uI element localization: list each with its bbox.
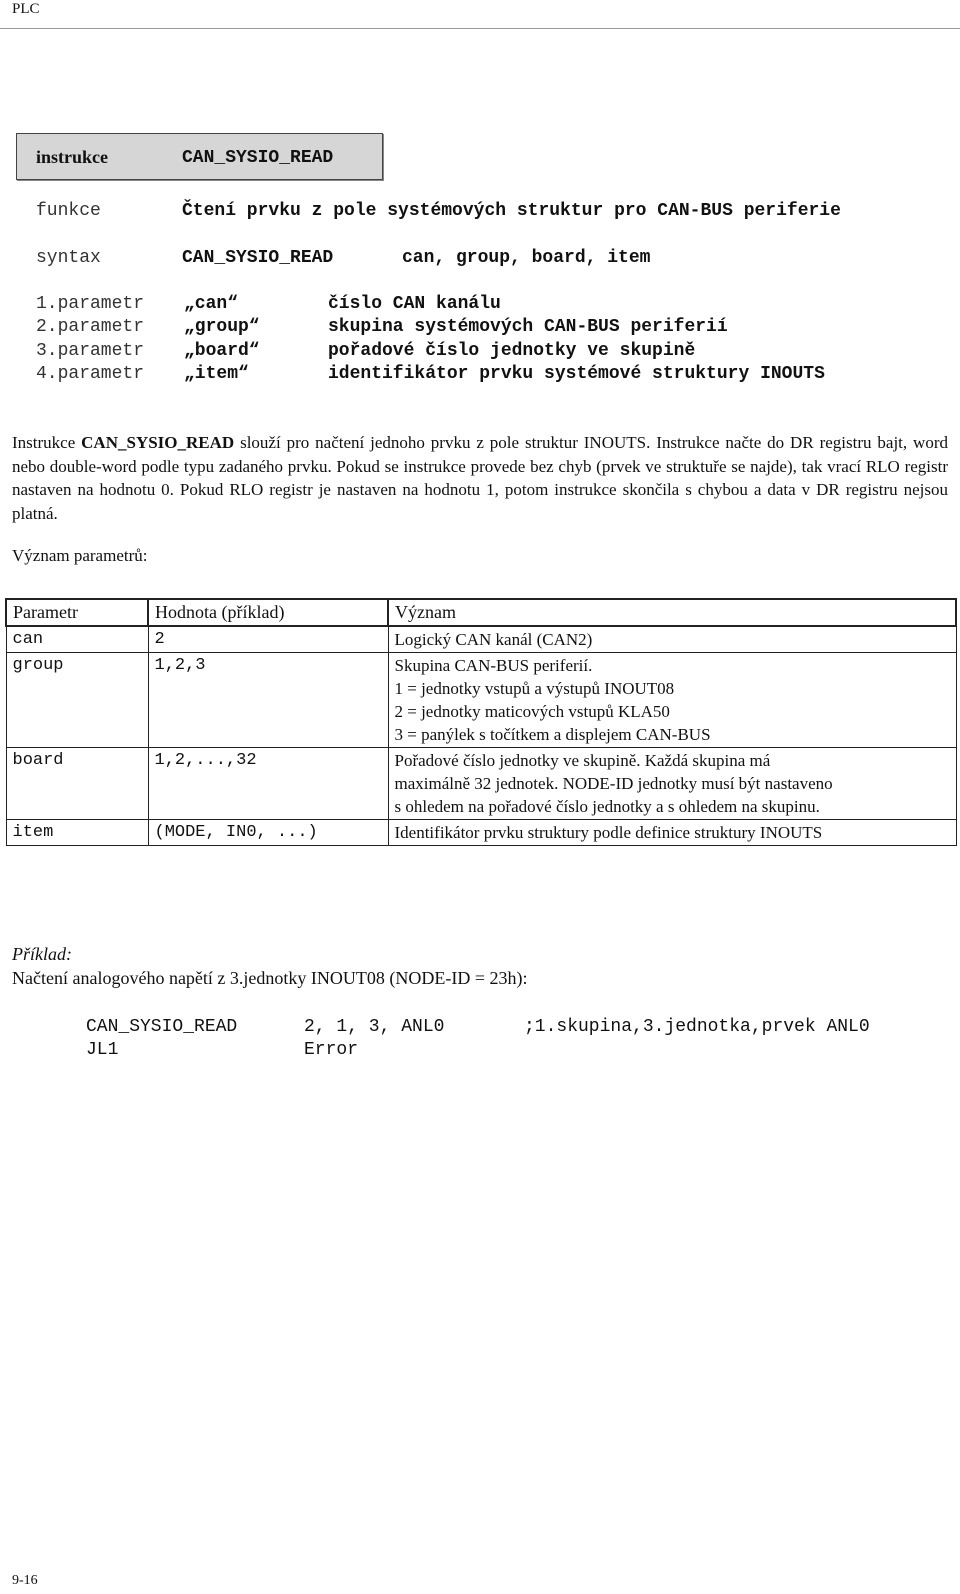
instruction-name: CAN_SYSIO_READ [182, 148, 334, 168]
code-instruction: CAN_SYSIO_READ [86, 1017, 238, 1037]
param-label: 2.parametr [36, 317, 145, 337]
cell-value: 1,2,...,32 [148, 748, 388, 820]
page-number: 9-16 [12, 1573, 38, 1588]
meaning-line: maximálně 32 jednotek. NODE-ID jednotky musí být nastaveno [394, 774, 833, 793]
description-paragraph [12, 431, 948, 525]
table-row [6, 748, 956, 820]
meaning-line: 1 = jednotky vstupů a výstupů INOUT08 [394, 679, 675, 698]
param-name: „group“ [184, 317, 260, 337]
description-instruction: CAN_SYSIO_READ [81, 433, 235, 452]
cell-param: item [6, 820, 148, 846]
cell-meaning [388, 820, 956, 846]
syntax-command: CAN_SYSIO_READ [182, 248, 334, 268]
table-row [6, 820, 956, 846]
cell-param: can [6, 626, 148, 653]
code-operands: Error [304, 1040, 359, 1060]
parameter-table [5, 598, 957, 846]
table-row [6, 626, 956, 653]
param-label: 3.parametr [36, 341, 145, 361]
cell-value: 1,2,3 [148, 653, 388, 748]
cell-param: group [6, 653, 148, 748]
param-label: 4.parametr [36, 364, 145, 384]
instruction-label: instrukce [36, 147, 108, 167]
meaning-line: Identifikátor prvku struktury podle definice struktury INOUTS [394, 823, 823, 842]
param-desc: skupina systémových CAN-BUS periferií [328, 317, 728, 337]
code-comment: ;1.skupina,3.jednotka,prvek ANL0 [524, 1017, 870, 1037]
param-name: „can“ [184, 294, 239, 314]
code-instruction: JL1 [86, 1040, 119, 1060]
syntax-args: can, group, board, item [402, 248, 651, 268]
param-label: 1.parametr [36, 294, 145, 314]
header-parametr: Parametr [6, 599, 148, 626]
header-vyznam: Význam [388, 599, 956, 626]
table-row [6, 653, 956, 748]
meaning-line: Pořadové číslo jednotky ve skupině. Každá skupina má [394, 751, 771, 770]
description-text: slouží pro načtení jednoho prvku z pole struktur INOUTS. Instrukce načte do DR registru bajt, word nebo double-word podle typu zadaného prvku. Pokud se instrukce provede bez chyb (prvek ve struktuře se najde), tak vrací RLO registr nastaven na hodnotu 0. Pokud RLO registr je nastaven na hodnotu 1, potom instrukce skončila s chybou a data v DR registru nejsou platná. [12, 433, 948, 523]
function-text: Čtení prvku z pole systémových struktur pro CAN-BUS periferie [182, 201, 841, 221]
code-operands: 2, 1, 3, ANL0 [304, 1017, 445, 1037]
syntax-label: syntax [36, 248, 101, 268]
param-desc: identifikátor prvku systémové struktury INOUTS [328, 364, 825, 384]
meaning-line: Logický CAN kanál (CAN2) [394, 630, 593, 649]
meaning-title: Význam parametrů: [12, 546, 148, 565]
example-title: Příklad: [12, 944, 72, 964]
param-name: „board“ [184, 341, 260, 361]
table-header-row [6, 599, 956, 626]
cell-param: board [6, 748, 148, 820]
param-name: „item“ [184, 364, 249, 384]
running-header: PLC [12, 1, 40, 17]
meaning-line: Skupina CAN-BUS periferií. [394, 656, 593, 675]
function-label: funkce [36, 201, 101, 221]
param-desc: číslo CAN kanálu [328, 294, 501, 314]
cell-value: 2 [148, 626, 388, 653]
cell-meaning [388, 653, 956, 748]
cell-meaning [388, 626, 956, 653]
meaning-line: 3 = panýlek s točítkem a displejem CAN-BUS [394, 725, 711, 744]
description-prefix: Instrukce [12, 433, 82, 452]
header-rule [0, 28, 960, 29]
cell-value: (MODE, IN0, ...) [148, 820, 388, 846]
meaning-line: s ohledem na pořadové číslo jednotky a s ohledem na skupinu. [394, 797, 820, 816]
header-hodnota: Hodnota (příklad) [148, 599, 388, 626]
param-desc: pořadové číslo jednotky ve skupině [328, 341, 696, 361]
meaning-line: 2 = jednotky maticových vstupů KLA50 [394, 702, 670, 721]
example-description: Načtení analogového napětí z 3.jednotky INOUT08 (NODE-ID = 23h): [12, 968, 528, 988]
cell-meaning [388, 748, 956, 820]
